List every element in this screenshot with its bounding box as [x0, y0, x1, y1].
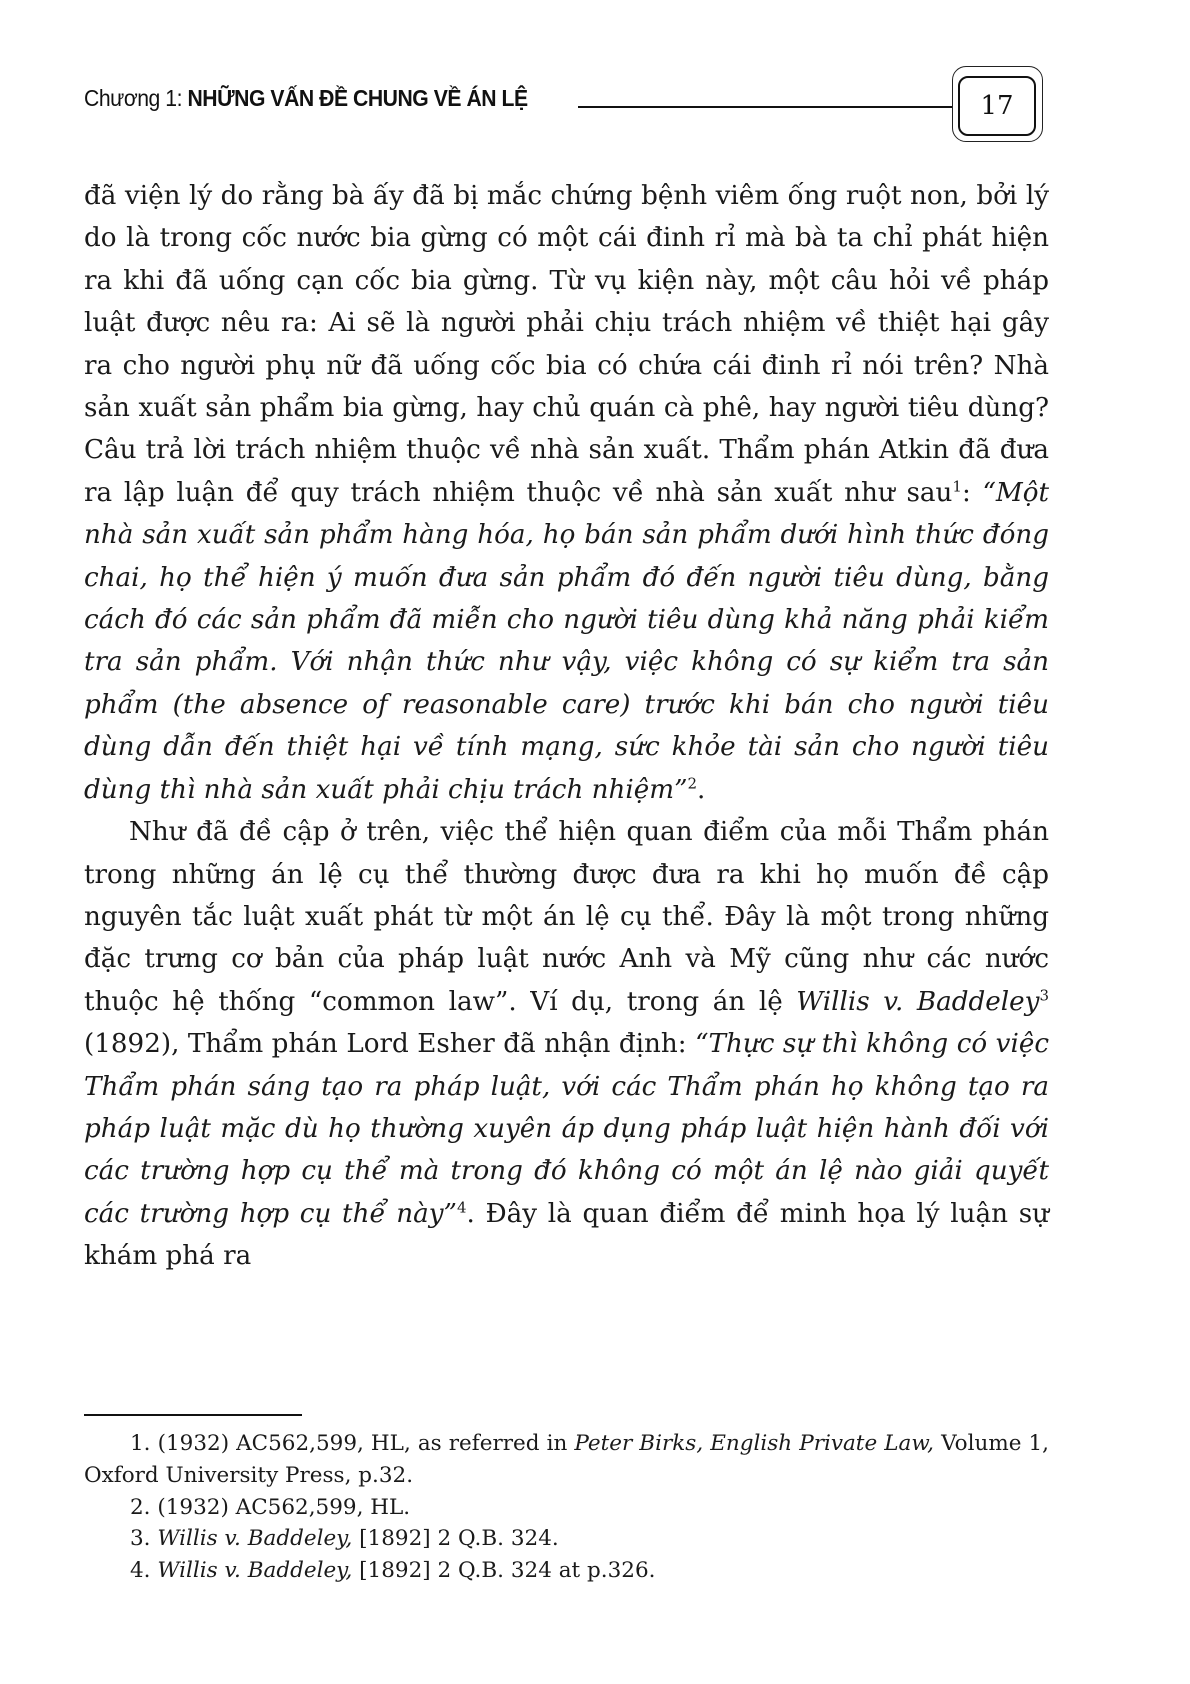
footnote-text: Volume 1, Oxford University Press, p.32.	[84, 1431, 1050, 1488]
footnote-4	[84, 1555, 1049, 1587]
paragraph-text: . Đây là quan điểm để minh họa lý luận sự khám phá ra	[84, 1198, 1050, 1272]
paragraph-2	[84, 811, 1049, 1277]
footnote-number: 4.	[130, 1558, 158, 1584]
paragraph-text: đã viện lý do rằng bà ấy đã bị mắc chứng bệnh viêm ống ruột non, bởi lý do là trong cốc nước bia gừng có một cái đinh rỉ mà bà ta chỉ phát hiện ra khi đã uống cạn cốc bia gừng. Từ vụ kiện này, một câu hỏi về pháp luật được nêu ra: Ai sẽ là người phải chịu trách nhiệm về thiệt hại gây ra cho người phụ nữ đã uống cốc bia có chứa cái đinh rỉ nói trên? Nhà sản xuất sản phẩm bia gừng, hay chủ quán cà phê, hay người tiêu dùng? Câu trả lời trách nhiệm thuộc về nhà sản xuất. Thẩm phán Atkin đã đưa ra lập luận để quy trách nhiệm thuộc về nhà sản xuất như sau	[84, 181, 1049, 508]
body-text	[84, 175, 1049, 1278]
footnote-2	[84, 1492, 1049, 1524]
footnote-rule	[84, 1414, 302, 1416]
footnote-ref: 1	[952, 477, 962, 496]
chapter-number: Chương 1:	[84, 85, 188, 111]
footnote-number: 1.	[130, 1431, 158, 1456]
footnote-text: [1892] 2 Q.B. 324 at p.326.	[352, 1558, 656, 1584]
paragraph-text: Như đã đề cập ở trên, việc thể hiện quan điểm của mỗi Thẩm phán trong những án lệ cụ thể thường được đưa ra khi họ muốn đề cập nguyên tắc luật xuất phát từ một án lệ cụ thể. Đây là một trong những đặc trưng cơ bản của pháp luật nước Anh và Mỹ cũng như các nước thuộc hệ thống “common law”. Ví dụ, trong án lệ	[84, 817, 1049, 1017]
footnote-source: Willis v. Baddeley,	[157, 1558, 353, 1584]
chapter-title: NHỮNG VẤN ĐỀ CHUNG VỀ ÁN LỆ	[187, 85, 528, 111]
paragraph-text: (1892), Thẩm phán Lord Esher đã nhận định:	[84, 1029, 696, 1060]
footnote-text: (1932) AC562,599, HL.	[157, 1494, 411, 1520]
footnote-number: 3.	[130, 1526, 158, 1552]
footnote-number: 2.	[130, 1494, 158, 1520]
footnote-source: Peter Birks, English Private Law,	[574, 1431, 935, 1456]
footnote-text: (1932) AC562,599, HL, as referred in	[157, 1431, 575, 1456]
paragraph-text: .	[697, 774, 706, 805]
header-rule	[578, 106, 953, 108]
paragraph-text: :	[961, 477, 983, 508]
footnote-ref: 3	[1039, 985, 1049, 1004]
case-name: Willis v. Baddeley	[796, 986, 1040, 1017]
footnote-source: Willis v. Baddeley,	[157, 1526, 353, 1552]
footnote-text: [1892] 2 Q.B. 324.	[352, 1526, 559, 1552]
footnote-1	[84, 1428, 1049, 1492]
footnote-ref: 4	[456, 1198, 467, 1217]
quotation: “Một nhà sản xuất sản phẩm hàng hóa, họ bán sản phẩm dưới hình thức đóng chai, họ thể hiện ý muốn đưa sản phẩm đó đến người tiêu dùng, bằng cách đó các sản phẩm đã miễn cho người tiêu dùng khả năng phải kiểm tra sản phẩm. Với nhận thức như vậy, việc không có sự kiểm tra sản phẩm (the absence of reasonable care) trước khi bán cho người tiêu dùng dẫn đến thiệt hại về tính mạng, sức khỏe tài sản cho người tiêu dùng thì nhà sản xuất phải chịu trách nhiệm”	[84, 477, 1049, 805]
running-head	[84, 85, 528, 112]
footnotes	[84, 1428, 1049, 1587]
paragraph-1	[84, 175, 1049, 811]
quotation: “Thực sự thì không có việc Thẩm phán sáng tạo ra pháp luật, với các Thẩm phán họ không tạo ra pháp luật mặc dù họ thường xuyên áp dụng pháp luật hiện hành đối với các trường hợp cụ thể mà trong đó không có một án lệ nào giải quyết các trường hợp cụ thể này”	[84, 1029, 1049, 1229]
footnote-3	[84, 1523, 1049, 1555]
page-number: 17	[958, 76, 1036, 136]
footnote-ref: 2	[687, 773, 698, 792]
